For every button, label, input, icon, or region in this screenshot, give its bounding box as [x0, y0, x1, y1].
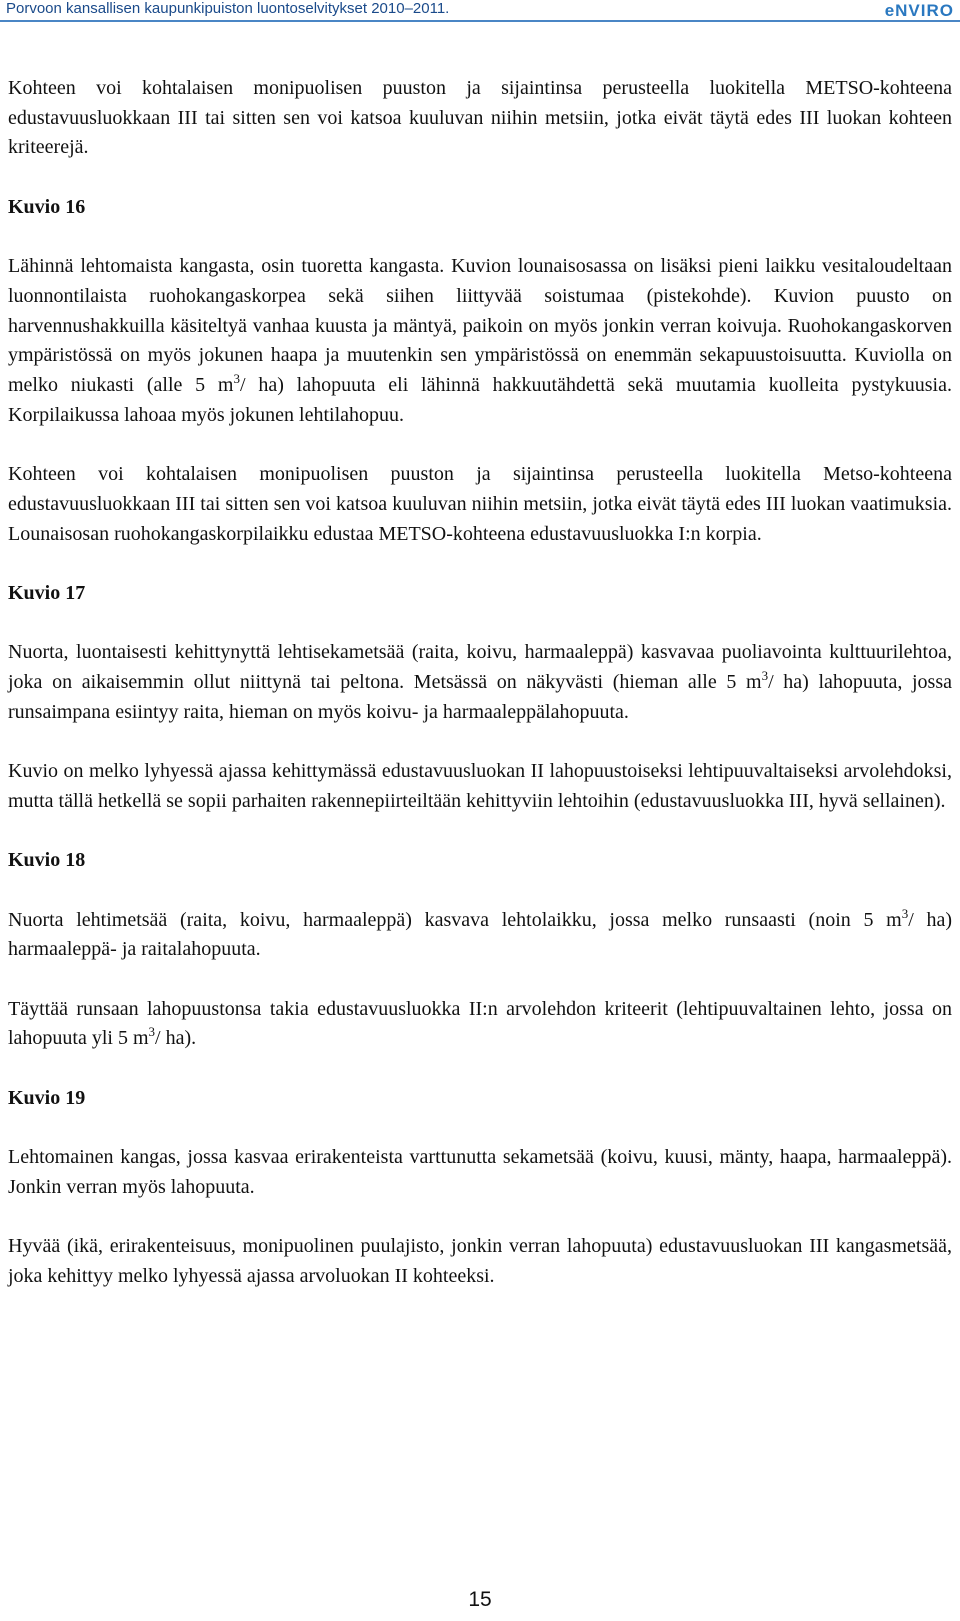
- enviro-logo: eNVIRO: [884, 1, 954, 20]
- paragraph: Lähinnä lehtomaista kangasta, osin tuoretta kangasta. Kuvion lounaisosassa on lisäksi pieni laikku vesitaloudeltaan luonnontilaista ruohokangaskorpea sekä siihen liittyvää soistumaa (pistekohde). Kuvion puusto on harvennushakkuilla käsiteltyä vanhaa kuusta ja mäntyä, paikoin on myös jonkin verran koivuja. Ruohokangaskorven ympäristössä on myös jokunen haapa ja muutenkin sen ympäristössä on enemmän sekapuustoisuutta. Kuviolla on melko niukasti (alle 5 $m^3/$ ha) lahopuuta eli lähinnä hakkuutähdettä sekä muutamia kuolleita pystykuusia. Korpilaikussa lahoaa myös jokunen lehtilahopuu.: [8, 255, 952, 426]
- superscript: 3: [148, 1024, 156, 1040]
- paragraph: Täyttää runsaan lahopuustonsa takia edustavuusluokka II:n arvolehdon kriteerit (lehtipuuvaltainen lehto, jossa on lahopuuta yli 5 $m^3/$ ha).: [8, 997, 952, 1050]
- paragraph: Kuvio on melko lyhyessä ajassa kehittymässä edustavuusluokan II lahopuustoiseksi lehtipuuvaltaiseksi arvolehdoksi, mutta tällä hetkellä se sopii parhaiten rakennepiirteiltään kehittyviin lehtoihin (edustavuusluokka III, hyvä sellainen).: [8, 760, 952, 812]
- superscript: 3: [761, 667, 769, 683]
- header-title: Porvoon kansallisen kaupunkipuiston luontoselvitykset 2010–2011.: [6, 0, 450, 17]
- paragraph: Hyvää (ikä, erirakenteisuus, monipuolinen puulajisto, jonkin verran lahopuuta) edustavuusluokan III kangasmetsää, joka kehittyy melko lyhyessä ajassa arvoluokan II kohteeksi.: [8, 1235, 952, 1287]
- paragraph: Lehtomainen kangas, jossa kasvaa erirakenteista varttunutta sekametsää (koivu, kuusi, mänty, haapa, harmaaleppä). Jonkin verran myös lahopuuta.: [8, 1146, 952, 1198]
- section-heading-kuvio-18: Kuvio 18: [8, 849, 86, 872]
- document-body: [8, 74, 952, 1292]
- section-heading-kuvio-17: Kuvio 17: [8, 581, 86, 604]
- section-heading-kuvio-19: Kuvio 19: [8, 1086, 86, 1109]
- paragraph: Kohteen voi kohtalaisen monipuolisen puuston ja sijaintinsa perusteella luokitella METSO-kohteena edustavuusluokkaan III tai sitten sen voi katsoa kuuluvan niihin metsiin, jotka eivät täytä edes III luokan kohteen kriteerejä.: [8, 77, 952, 159]
- superscript: 3: [901, 905, 909, 921]
- paragraph: Kohteen voi kohtalaisen monipuolisen puuston ja sijaintinsa perusteella luokitella Metso-kohteena edustavuusluokkaan III tai sitten sen voi katsoa kuuluvan niihin metsiin, jotka eivät täytä edes III luokan vaatimuksia. Lounaisosan ruohokangaskorpilaikku edustaa METSO-kohteena edustavuusluokka I:n korpia.: [8, 463, 952, 545]
- page-header: [0, 0, 960, 20]
- paragraph: Nuorta lehtimetsää (raita, koivu, harmaaleppä) kasvava lehtolaikku, jossa melko runsaasti (noin 5 $m^3/$ ha) harmaaleppä- ja raitalahopuuta.: [8, 905, 953, 961]
- section-heading-kuvio-16: Kuvio 16: [8, 195, 86, 218]
- page-number: 15: [468, 1588, 492, 1611]
- paragraph: Nuorta, luontaisesti kehittynyttä lehtisekametsää (raita, koivu, harmaaleppä) kasvavaa puoliavointa kulttuurilehtoa, joka on aikaisemmin ollut niittynä tai peltona. Metsässä on näkyvästi (hieman alle 5 $m^3/$ ha) lahopuuta, jossa runsaimpana esiintyy raita, hieman on myös koivu- ja harmaaleppälahopuuta.: [8, 641, 952, 723]
- superscript: 3: [233, 371, 240, 386]
- header-rule: [0, 20, 960, 22]
